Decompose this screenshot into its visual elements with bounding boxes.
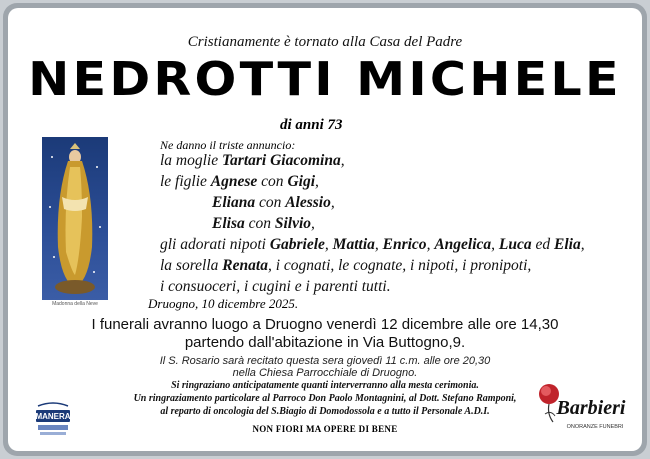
mourner-text: ed: [531, 236, 555, 253]
mourner-text: ,: [491, 236, 499, 253]
mourner-name: Alessio: [285, 194, 331, 211]
mourner-name: Eliana: [212, 194, 256, 211]
mourner-text: ,: [374, 236, 383, 253]
mourner-line: [160, 257, 531, 275]
mourner-name: Elisa: [212, 215, 245, 232]
mourner-text: con: [257, 173, 288, 190]
mourner-line: [212, 194, 335, 212]
age-text: di anni 73: [280, 117, 343, 133]
intro-text: Cristianamente è tornato alla Casa del Padre: [187, 34, 463, 50]
mourner-text: ,: [324, 236, 333, 253]
rosary-line-2: nella Chiesa Parrocchiale di Druogno.: [232, 367, 418, 379]
mourner-text: la sorella: [160, 257, 223, 274]
mourner-text: ,: [580, 236, 585, 253]
funeral-line-1: I funerali avranno luogo a Druogno venerdì 12 dicembre alle ore 14,30: [91, 316, 559, 333]
mourner-name: Tartari Giacomina: [222, 152, 341, 169]
mourner-name: Enrico: [382, 236, 427, 253]
mourner-name: Silvio: [274, 215, 312, 232]
mourner-name: Renata: [222, 257, 268, 274]
mourner-line: [160, 278, 391, 296]
thanks-line-2: Un ringraziamento particolare al Parroco Don Paolo Montagnini, al Dott. Stefano Ramponi,: [133, 393, 517, 404]
mourner-line: [212, 215, 315, 233]
deceased-name: NEDROTTI MICHELE: [28, 52, 622, 106]
mourner-text: ,: [330, 194, 335, 211]
barbieri-logo: [535, 380, 630, 435]
mourner-name: Elia: [554, 236, 581, 253]
mourner-name: Mattia: [332, 236, 375, 253]
mourner-name: Gabriele: [269, 236, 325, 253]
mourner-text: ,: [340, 152, 345, 169]
thanks-line-1: Si ringraziano anticipatamente quanti interverranno alla mesta cerimonia.: [171, 380, 479, 391]
mourner-line: [160, 173, 319, 191]
place-date: Druogno, 10 dicembre 2025.: [148, 296, 299, 311]
mourner-text: ,: [426, 236, 435, 253]
funeral-line-2: partendo dall'abitazione in Via Buttogno,9.: [184, 334, 466, 351]
mourner-name: Angelica: [434, 236, 492, 253]
mourner-text: ,: [311, 215, 315, 232]
madonna-figure-icon: [42, 137, 108, 300]
mourner-text: la moglie: [160, 152, 222, 169]
rosary-line-1: Il S. Rosario sarà recitato questa sera giovedì 11 c.m. alle ore 20,30: [159, 355, 491, 367]
photo-caption: Madonna della Neve: [52, 301, 98, 307]
barbieri-sub: ONORANZE FUNEBRI: [566, 424, 624, 430]
no-flowers-text: NON FIORI MA OPERE DI BENE: [252, 424, 398, 434]
mourner-text: con: [255, 194, 286, 211]
thanks-line-3: al reparto di oncologia del S.Biagio di Domodossola e a tutto il Personale A.D.I.: [160, 406, 490, 417]
mourner-text: gli adorati nipoti: [160, 236, 270, 253]
svg-text:MANERA: MANERA: [35, 412, 71, 421]
mourner-text: le figlie: [160, 173, 211, 190]
mourner-text: con: [244, 215, 275, 232]
manera-logo: [28, 400, 78, 440]
mourner-text: , i cognati, le cognate, i nipoti, i pronipoti,: [267, 257, 532, 274]
mourner-line: [160, 152, 345, 170]
announce-text: Ne danno il triste annuncio:: [160, 138, 296, 152]
madonna-image: [42, 137, 108, 300]
mourner-name: Agnese: [210, 173, 258, 190]
mourner-name: Luca: [498, 236, 532, 253]
mourner-text: i consuoceri, i cugini e i parenti tutti.: [160, 278, 391, 295]
mourner-name: Gigi: [287, 173, 315, 190]
mourner-line: [160, 236, 585, 254]
mourner-text: ,: [315, 173, 319, 190]
barbieri-name: Barbieri: [556, 397, 626, 419]
